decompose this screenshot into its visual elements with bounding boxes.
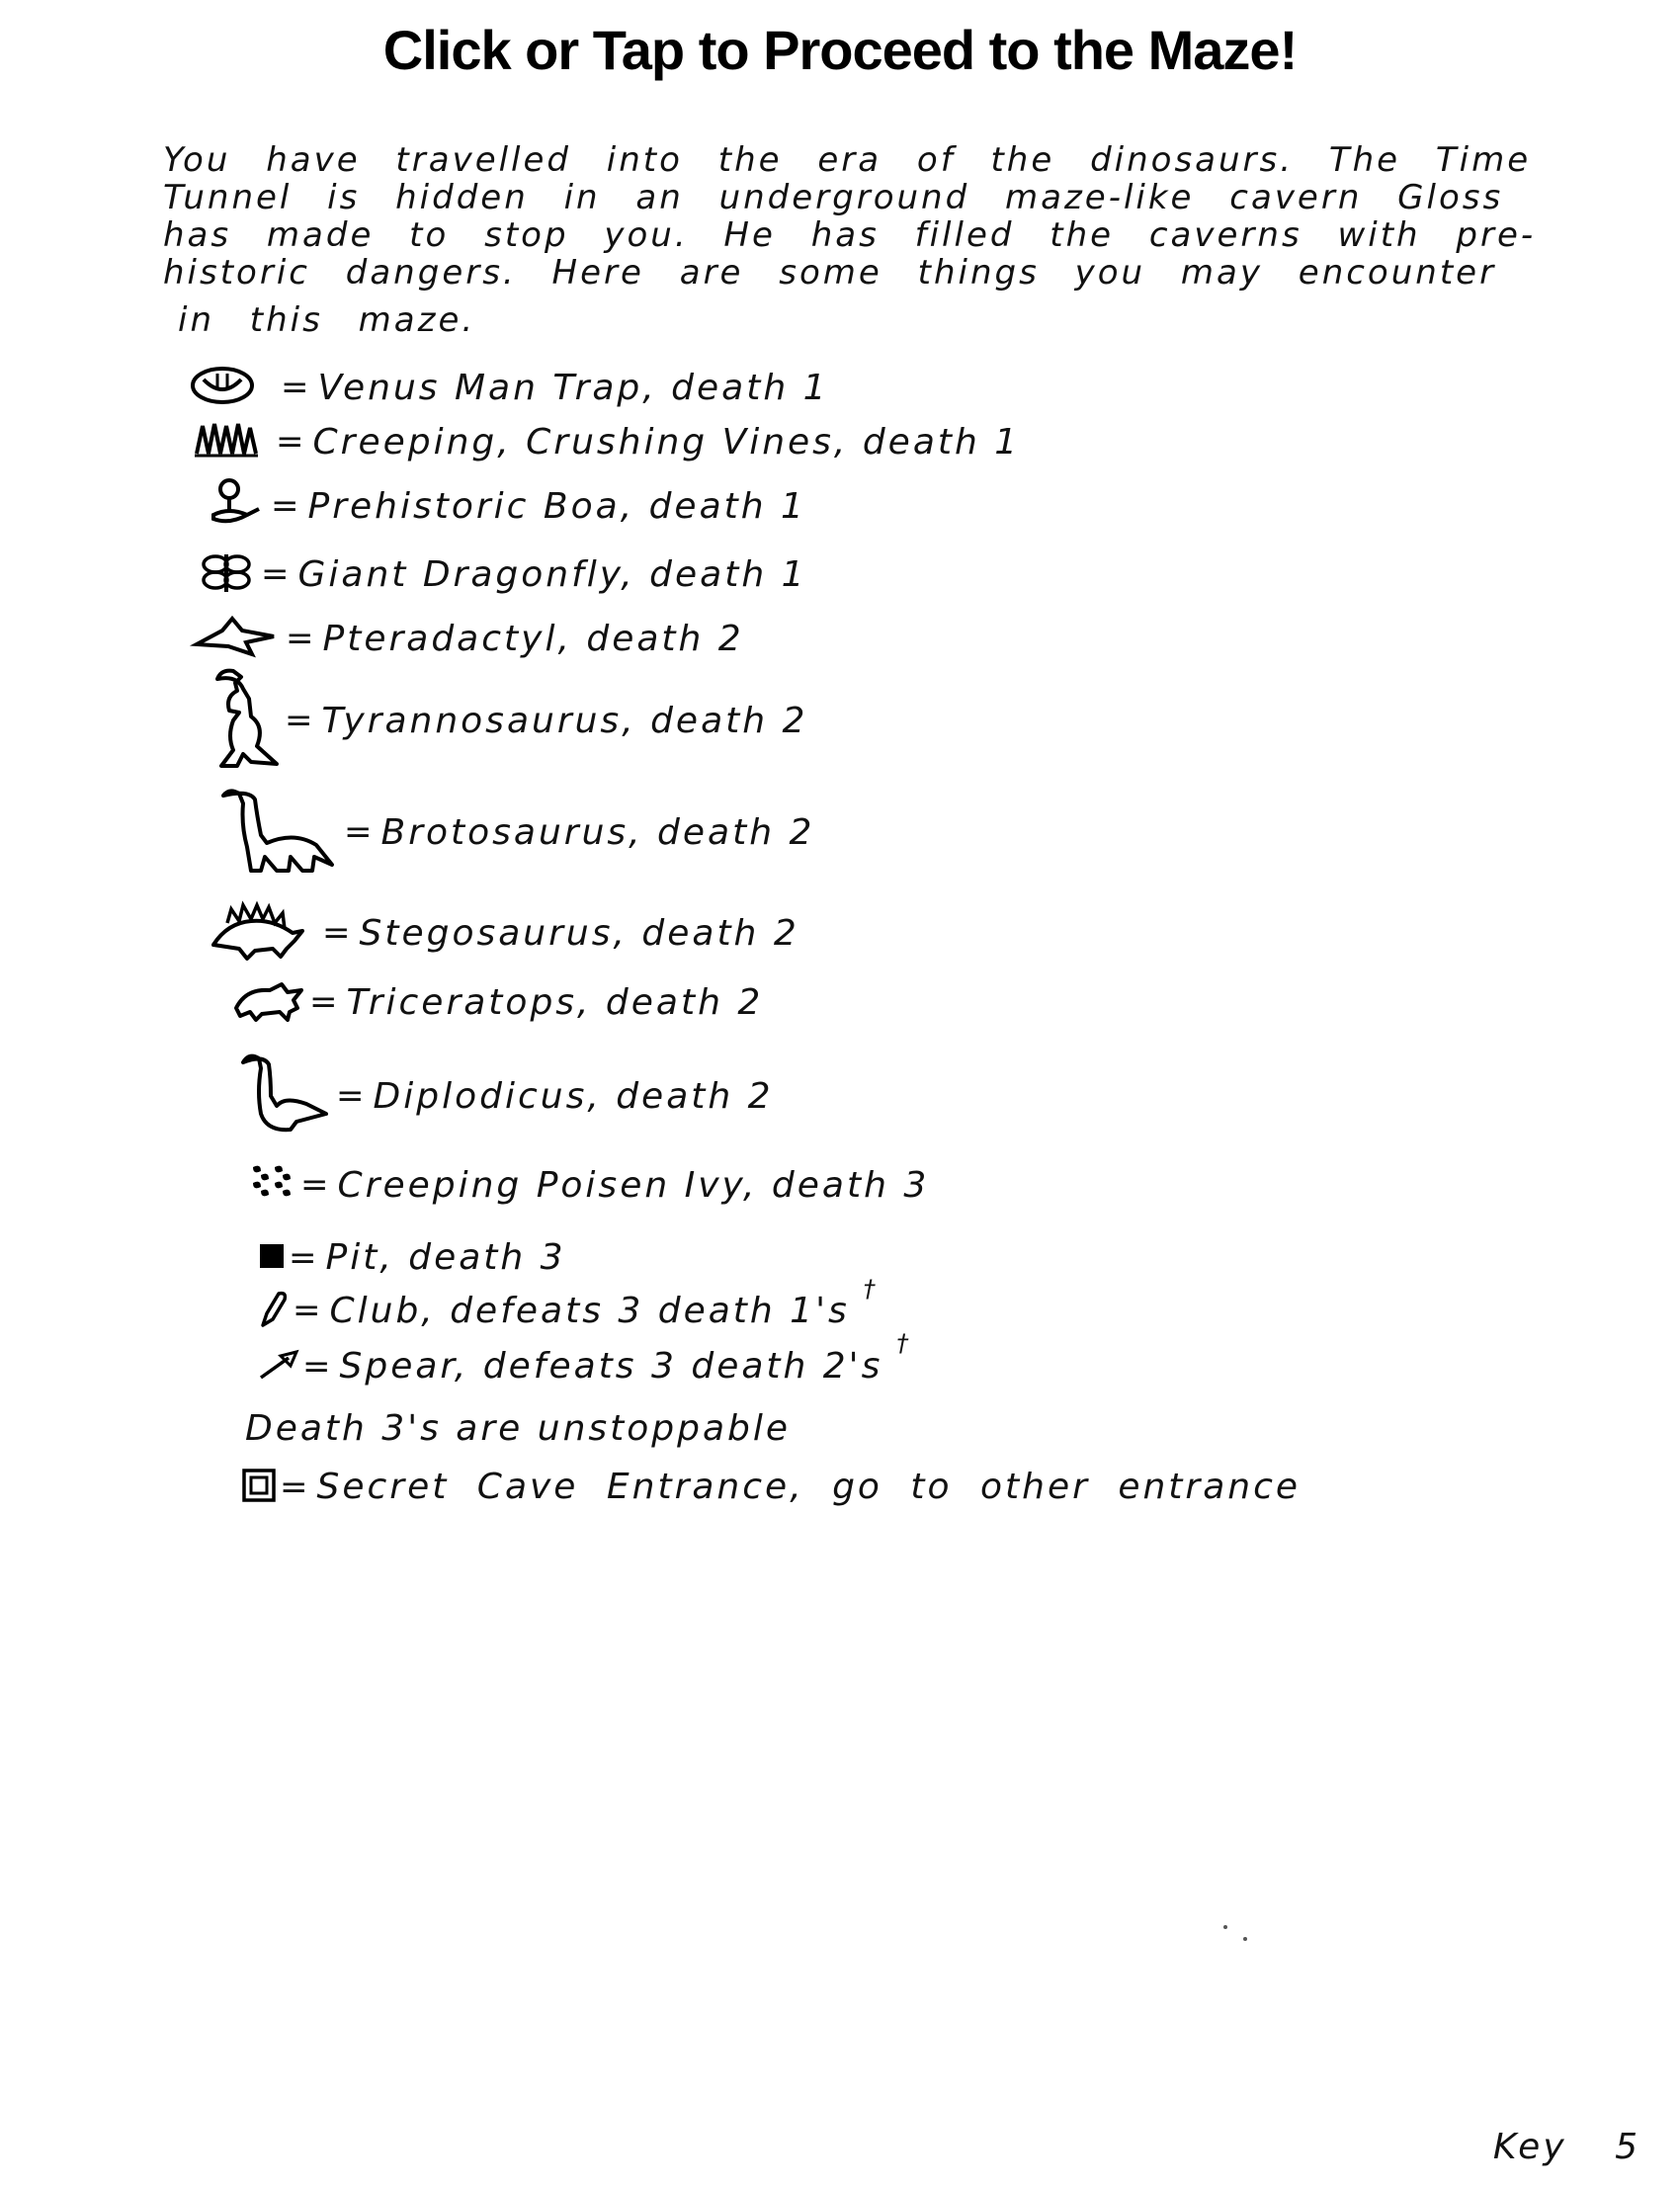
legend-label: Giant Dragonfly, death 1 [297, 553, 807, 595]
legend-item-pit: = Pit, death 3 [259, 1237, 566, 1278]
legend-label: Creeping Poisen Ivy, death 3 [337, 1164, 930, 1206]
legend-item-triceratops: = Triceratops, death 2 [232, 978, 763, 1026]
club-icon [259, 1290, 289, 1331]
legend-label: Triceratops, death 2 [346, 981, 764, 1023]
legend-label: Pit, death 3 [325, 1237, 566, 1278]
brotosaurus-icon [217, 786, 340, 879]
secret-cave-entrance-icon [242, 1469, 276, 1506]
legend-item-poison-ivy: = Creeping Poisen Ivy, death 3 [247, 1161, 929, 1209]
legend-item-creeping-vines: = Creeping, Crushing Vines, death 1 [193, 420, 1020, 463]
legend-item-spear: = Spear, defeats 3 death 2's † [259, 1346, 911, 1387]
page-footer [1493, 2127, 1640, 2167]
legend-item-secret-cave-entrance: = Secret Cave Entrance, go to other entrance [242, 1467, 1301, 1507]
legend-item-diplodicus: = Diplodicus, death 2 [237, 1052, 774, 1139]
spear-icon [259, 1350, 298, 1384]
legend-label: Brotosaurus, death 2 [380, 811, 815, 853]
paper-speck [1243, 1937, 1247, 1941]
dragonfly-icon [198, 550, 257, 598]
legend-label: Venus Man Trap, death 1 [317, 367, 829, 408]
paper-speck [1223, 1925, 1227, 1929]
page-number: 5 [1615, 2127, 1640, 2167]
legend-label: Prehistoric Boa, death 1 [307, 485, 806, 527]
pit-icon [259, 1243, 285, 1273]
poison-ivy-icon [247, 1161, 296, 1209]
boa-icon [208, 479, 267, 533]
intro-line-5: in this maze. [178, 300, 476, 340]
legend-label: Tyrannosaurus, death 2 [321, 700, 808, 741]
key-label: Key [1492, 2127, 1567, 2167]
legend-label: Pteradactyl, death 2 [322, 618, 744, 659]
legend-label: Secret Cave Entrance, go to other entrance [316, 1467, 1302, 1507]
legend-label: Creeping, Crushing Vines, death 1 [312, 421, 1021, 463]
legend-item-giant-dragonfly: = Giant Dragonfly, death 1 [198, 550, 807, 598]
death-3-note: Death 3's are unstoppable [245, 1408, 792, 1449]
intro-line-1: You have travelled into the era of the dinosaurs. The Time [163, 140, 1532, 180]
tyrannosaurus-icon [208, 667, 281, 774]
legend-label: Diplodicus, death 2 [373, 1075, 774, 1117]
legend-item-prehistoric-boa: = Prehistoric Boa, death 1 [208, 479, 806, 533]
triceratops-icon [232, 978, 305, 1026]
intro-line-3: has made to stop you. He has filled the caverns with pre- [163, 215, 1537, 255]
dagger-mark: † [896, 1328, 912, 1357]
legend-item-brotosaurus: = Brotosaurus, death 2 [217, 786, 814, 879]
legend-label: Spear, defeats 3 death 2's [339, 1346, 883, 1387]
legend-item-club: = Club, defeats 3 death 1's † [259, 1290, 879, 1331]
legend-label: Club, defeats 3 death 1's [329, 1290, 850, 1331]
legend-item-tyrannosaurus: = Tyrannosaurus, death 2 [208, 667, 807, 774]
venus-man-trap-icon [188, 366, 277, 409]
legend-item-venus-man-trap: = Venus Man Trap, death 1 [188, 366, 829, 409]
creeping-vines-icon [193, 420, 272, 463]
stegosaurus-icon [208, 901, 306, 965]
dagger-mark: † [863, 1275, 879, 1303]
legend-label: Stegosaurus, death 2 [359, 912, 799, 954]
legend-item-pteradactyl: = Pteradactyl, death 2 [193, 615, 744, 662]
intro-line-2: Tunnel is hidden in an underground maze-like cavern Gloss [163, 178, 1504, 217]
intro-line-4: historic dangers. Here are some things you may encounter [163, 253, 1497, 293]
pteradactyl-icon [193, 615, 282, 662]
diplodicus-icon [237, 1052, 332, 1139]
legend-item-stegosaurus: = Stegosaurus, death 2 [208, 901, 799, 965]
proceed-to-maze-link[interactable]: Click or Tap to Proceed to the Maze! [382, 19, 1298, 81]
